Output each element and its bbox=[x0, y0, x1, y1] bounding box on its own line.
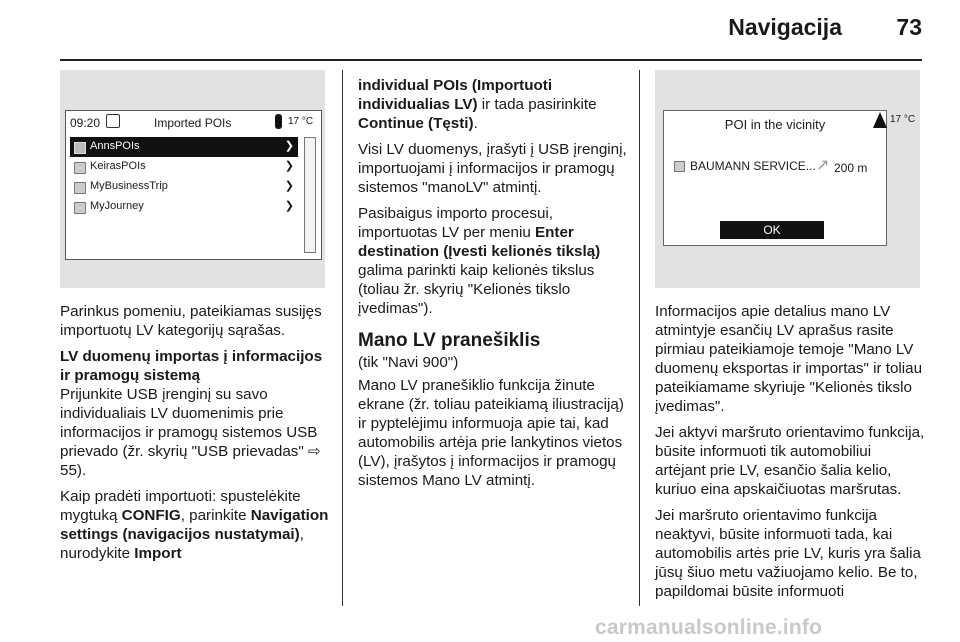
direction-arrow-icon: ↗ bbox=[816, 157, 830, 174]
figure-poi-vicinity bbox=[655, 70, 920, 288]
warning-icon bbox=[873, 112, 887, 128]
folder-icon bbox=[74, 182, 86, 194]
paragraph: Informacijos apie detalius mano LV atmintyje esančių LV aprašus rasite pirmiau pateikiamoje temoje "Mano LV duomenų eksportas ir importas" ir toliau pateikiamame skyriuje "Kelionės tikslo įvedimas". bbox=[655, 303, 923, 415]
screen-title: Imported POIs bbox=[154, 116, 232, 130]
nav-icon bbox=[106, 114, 120, 128]
paragraph: Parinkus pomeniu, pateikiamas susijęs importuotų LV kategorijų sąrašas. bbox=[60, 303, 322, 339]
page-reference-link[interactable]: ⇨ 55). bbox=[60, 443, 321, 479]
temperature: 17 °C bbox=[890, 114, 916, 125]
poi-distance: 200 m bbox=[834, 161, 868, 175]
list-item[interactable]: KeirasPOIs ❯ bbox=[70, 157, 298, 177]
clock: 09:20 bbox=[70, 116, 101, 130]
chevron-right-icon: ❯ bbox=[284, 180, 294, 192]
ok-button[interactable]: OK bbox=[720, 221, 824, 239]
poi-icon bbox=[674, 161, 685, 172]
thermometer-icon bbox=[275, 114, 282, 129]
list-item[interactable]: MyJourney ❯ bbox=[70, 197, 298, 217]
section-heading: Mano LV pranešiklis bbox=[358, 330, 541, 351]
folder-icon bbox=[74, 162, 86, 174]
folder-icon bbox=[74, 142, 86, 154]
page-section-title: Navigacija bbox=[728, 14, 842, 40]
paragraph: Jei maršruto orientavimo funkcija neaktyvi, būsite informuoti tada, kai automobilis artės prie LV, kuris yra šalia jūsų šiuo metu važiuojamo kelio. Be to, papildomai būsite informuoti bbox=[655, 507, 921, 600]
chevron-right-icon: ❯ bbox=[284, 200, 294, 212]
section-subtitle: (tik "Navi 900") bbox=[358, 354, 459, 371]
paragraph: Mano LV pranešiklio funkcija žinute ekrane (žr. toliau pateikiamą iliustraciją) ir pyptelėjimu informuoja apie tai, kad automobilis artėja prie lankytinos vietos (LV), įrašytos į informacijos ir pramogų sistemos Mano LV atmintį. bbox=[358, 377, 624, 489]
screen-imported-pois bbox=[65, 110, 322, 260]
page-number: 73 bbox=[896, 14, 922, 40]
paragraph: Kaip pradėti importuoti: spustelėkite mygtuką CONFIG, parinkite Navigation settings (navigacijos nustatymai), nurodykite Import bbox=[60, 488, 329, 562]
header-rule bbox=[60, 59, 922, 61]
poi-name: BAUMANN SERVICE... bbox=[690, 159, 816, 173]
poi-dialog bbox=[663, 110, 887, 246]
chevron-right-icon: ❯ bbox=[284, 160, 294, 172]
watermark: carmanualsonline.info bbox=[595, 616, 823, 639]
list-item[interactable]: MyBusinessTrip ❯ bbox=[70, 177, 298, 197]
paragraph: Pasibaigus importo procesui, importuotas LV per meniu Enter destination (Įvesti kelionės tikslą) galima parinkti kaip kelionės tikslus (toliau žr. skyrių "Kelionės tikslo įvedimas"). bbox=[358, 205, 601, 317]
column-3 bbox=[655, 302, 925, 608]
scrollbar[interactable] bbox=[304, 137, 316, 253]
section-heading: LV duomenų importas į informacijos ir pramogų sistemą bbox=[60, 348, 323, 384]
temperature: 17 °C bbox=[288, 116, 314, 127]
paragraph: Prijunkite USB įrenginį su savo individualiais LV duomenimis prie informacijos ir pramogų sistemos USB prievado (žr. skyrių "USB prievadas" ⇨ 55). bbox=[60, 386, 321, 479]
column-divider-2 bbox=[639, 70, 640, 606]
list-item[interactable]: AnnsPOIs ❯ bbox=[70, 137, 298, 157]
paragraph: Jei aktyvi maršruto orientavimo funkcija, būsite informuoti tik automobiliui artėjant prie LV, esančio šalia kelio, kuriuo eina apskaičiuotas maršrutas. bbox=[655, 424, 925, 498]
column-2 bbox=[358, 76, 630, 497]
folder-icon bbox=[74, 202, 86, 214]
chevron-right-icon: ❯ bbox=[284, 140, 294, 152]
paragraph: individual POIs (Importuoti individualias LV) ir tada pasirinkite Continue (Tęsti). bbox=[358, 77, 597, 132]
column-divider-1 bbox=[342, 70, 343, 606]
dialog-title: POI in the vicinity bbox=[724, 117, 826, 132]
figure-imported-pois bbox=[60, 70, 325, 288]
paragraph: Visi LV duomenys, įrašyti į USB įrenginį, importuojami į informacijos ir pramogų sistemos "manoLV" atmintį. bbox=[358, 141, 627, 196]
status-bar bbox=[66, 111, 321, 135]
column-1 bbox=[60, 302, 330, 570]
